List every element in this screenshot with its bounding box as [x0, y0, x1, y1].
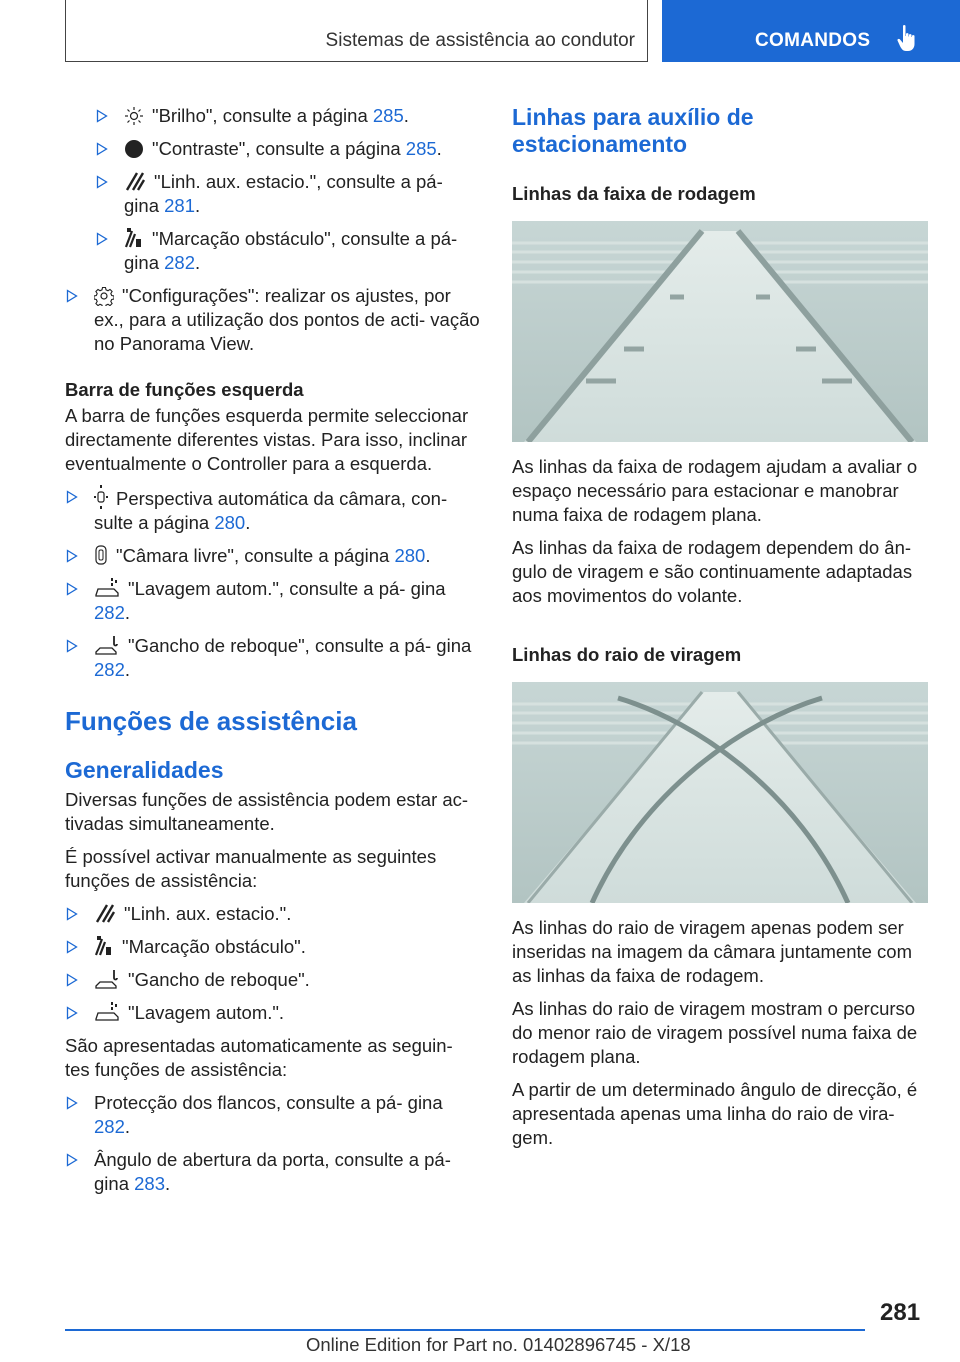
right-column: [512, 104, 928, 1159]
list-item: [65, 1091, 480, 1139]
list-item-text: "Lavagem autom.", consulte a pá‐ gina: [128, 578, 446, 599]
assist-functions-title: Funções de assistência: [65, 706, 357, 736]
bullet-triangle-icon: [65, 284, 79, 308]
list-item: [65, 902, 480, 926]
list-item-punctuation: .: [403, 105, 409, 126]
turn-radius-illustration: [512, 682, 928, 903]
list-item-text: Ângulo de abertura da porta, consulte a pá‐ gina: [94, 1149, 451, 1194]
free-camera-icon: [94, 544, 108, 566]
list-item-punctuation: .: [436, 138, 442, 159]
bullet-triangle-icon: [65, 1091, 79, 1115]
settings-list-item: [65, 284, 480, 356]
list-item-text: "Brilho", consulte a página: [152, 105, 373, 126]
bullet-triangle-icon: [65, 634, 79, 658]
left-column: [65, 104, 480, 1205]
pointing-hand-icon: [896, 24, 918, 57]
list-item-text: "Lavagem autom.".: [128, 1002, 285, 1023]
list-item: [65, 1001, 480, 1025]
tow-hook-icon: [94, 634, 120, 656]
general-paragraph-1: Diversas funções de assistência podem estar ac‐ tivadas simultaneamente.: [65, 789, 469, 834]
page-reference-link[interactable]: 280: [214, 512, 246, 533]
list-item-punctuation: .: [425, 545, 431, 566]
bullet-triangle-icon: [65, 935, 79, 959]
bullet-triangle-icon: [65, 577, 79, 601]
bullet-triangle-icon: [65, 544, 79, 568]
list-item: [95, 227, 480, 275]
parking-lines-icon: [94, 902, 116, 924]
page-number: 281: [880, 1299, 921, 1326]
list-item-text: Protecção dos flancos, consulte a pá‐ gina: [94, 1092, 443, 1113]
auto-camera-icon: [94, 485, 108, 509]
bullet-triangle-icon: [95, 170, 109, 194]
list-item-punctuation: .: [195, 195, 201, 216]
footer-rule: [65, 1329, 865, 1331]
general-paragraph-2: É possível activar manualmente as seguintes funções de assistência:: [65, 846, 437, 891]
header-section-box: [65, 0, 648, 62]
bullet-triangle-icon: [65, 968, 79, 992]
list-item: [65, 544, 480, 568]
manual-functions-list: [65, 902, 480, 1025]
list-item-punctuation: .: [245, 512, 251, 533]
list-item-text: "Marcação obstáculo", consulte a pá‐ gina: [124, 228, 458, 273]
page-reference-link[interactable]: 285: [405, 138, 437, 159]
bullet-triangle-icon: [65, 902, 79, 926]
auto-functions-paragraph: São apresentadas automaticamente as seguin‐ tes funções de assistência:: [65, 1035, 453, 1080]
list-item-punctuation: .: [124, 659, 131, 680]
list-item-text: Perspectiva automática da câmara, con‐ sulte a página: [94, 488, 448, 533]
list-item: [65, 485, 480, 535]
list-item-punctuation: .: [195, 252, 201, 273]
bullet-triangle-icon: [95, 104, 109, 128]
page-reference-link[interactable]: 281: [164, 195, 195, 216]
list-item-punctuation: .: [124, 1116, 131, 1137]
list-item-text: "Marcação obstáculo".: [122, 936, 306, 957]
car-wash-icon: [94, 1001, 120, 1023]
lane-lines-paragraph-2: As linhas da faixa de rodagem dependem do ân‐ gulo de viragem e são continuamente adaptadas aos movimentos do volante.: [512, 537, 913, 606]
list-item-text: "Gancho de reboque".: [128, 969, 310, 990]
views-list: [65, 485, 480, 682]
bullet-triangle-icon: [65, 1148, 79, 1172]
list-item-punctuation: .: [124, 602, 131, 623]
list-item-punctuation: .: [165, 1173, 171, 1194]
page-reference-link[interactable]: 282: [94, 659, 125, 680]
turn-radius-paragraph-2: As linhas do raio de viragem mostram o percurso do menor raio de viragem possível numa faixa de rodagem plana.: [512, 998, 918, 1067]
obstacle-marking-icon: [124, 227, 144, 249]
car-wash-icon: [94, 577, 120, 599]
page-reference-link[interactable]: 282: [164, 252, 195, 273]
left-bar-heading: Barra de funções esquerda: [65, 379, 304, 400]
list-item: [95, 170, 480, 218]
auto-functions-list: [65, 1091, 480, 1196]
list-item: [95, 104, 480, 128]
header-section-title: Sistemas de assistência ao condutor: [325, 30, 635, 51]
list-item-text: "Câmara livre", consulte a página: [116, 545, 395, 566]
parking-lines-title: Linhas para auxílio de estacionamento: [512, 104, 754, 157]
bullet-triangle-icon: [95, 227, 109, 251]
lane-lines-illustration: [512, 221, 928, 442]
list-item-text: "Contraste", consulte a página: [152, 138, 406, 159]
bullet-triangle-icon: [65, 1001, 79, 1025]
general-title: Generalidades: [65, 757, 224, 783]
list-item-text: "Gancho de reboque", consulte a pá‐ gina: [128, 635, 472, 656]
turn-radius-paragraph-3: A partir de um determinado ângulo de direcção, é apresentada apenas uma linha do raio de vira‐ gem.: [512, 1079, 918, 1148]
parking-lines-icon: [124, 170, 146, 192]
turn-radius-paragraph-1: As linhas do raio de viragem apenas podem ser inseridas na imagem da câmara juntamente com as linhas da faixa de rodagem.: [512, 917, 912, 986]
display-settings-list: [65, 104, 480, 275]
header-tab-label: COMANDOS: [755, 30, 871, 51]
list-item: [95, 137, 480, 161]
list-item-text: "Linh. aux. estacio.", consulte a pá‐ gina: [124, 171, 443, 216]
page-reference-link[interactable]: 280: [394, 545, 426, 566]
page-reference-link[interactable]: 283: [134, 1173, 165, 1194]
list-item: [65, 577, 480, 625]
obstacle-marking-icon: [94, 935, 114, 957]
lane-lines-heading: Linhas da faixa de rodagem: [512, 183, 756, 204]
tow-hook-icon: [94, 968, 120, 990]
footer-edition: Online Edition for Part no. 01402896745 - X/18: [306, 1334, 691, 1355]
contrast-icon: [124, 139, 144, 159]
list-item-text: "Linh. aux. estacio.".: [124, 903, 292, 924]
settings-item-text: "Configurações": realizar os ajustes, por ex., para a utilização dos pontos de acti‐ vação no Panorama View.: [94, 285, 480, 354]
page-reference-link[interactable]: 282: [94, 602, 125, 623]
list-item: [65, 1148, 480, 1196]
page-reference-link[interactable]: 285: [372, 105, 404, 126]
page-reference-link[interactable]: 282: [94, 1116, 125, 1137]
list-item: [65, 968, 480, 992]
turn-radius-heading: Linhas do raio de viragem: [512, 644, 742, 665]
brightness-icon: [124, 106, 144, 126]
left-bar-text: A barra de funções esquerda permite seleccionar directamente diferentes vistas. Para isso, inclinar eventualmente o Controller para a esquerda.: [65, 405, 469, 474]
bullet-triangle-icon: [65, 485, 79, 509]
list-item: [65, 935, 480, 959]
header-tab: [662, 0, 960, 62]
lane-lines-paragraph-1: As linhas da faixa de rodagem ajudam a avaliar o espaço necessário para estacionar e manobrar numa faixa de rodagem plana.: [512, 456, 918, 525]
bullet-triangle-icon: [95, 137, 109, 161]
list-item: [65, 634, 480, 682]
gear-icon: [94, 286, 114, 306]
